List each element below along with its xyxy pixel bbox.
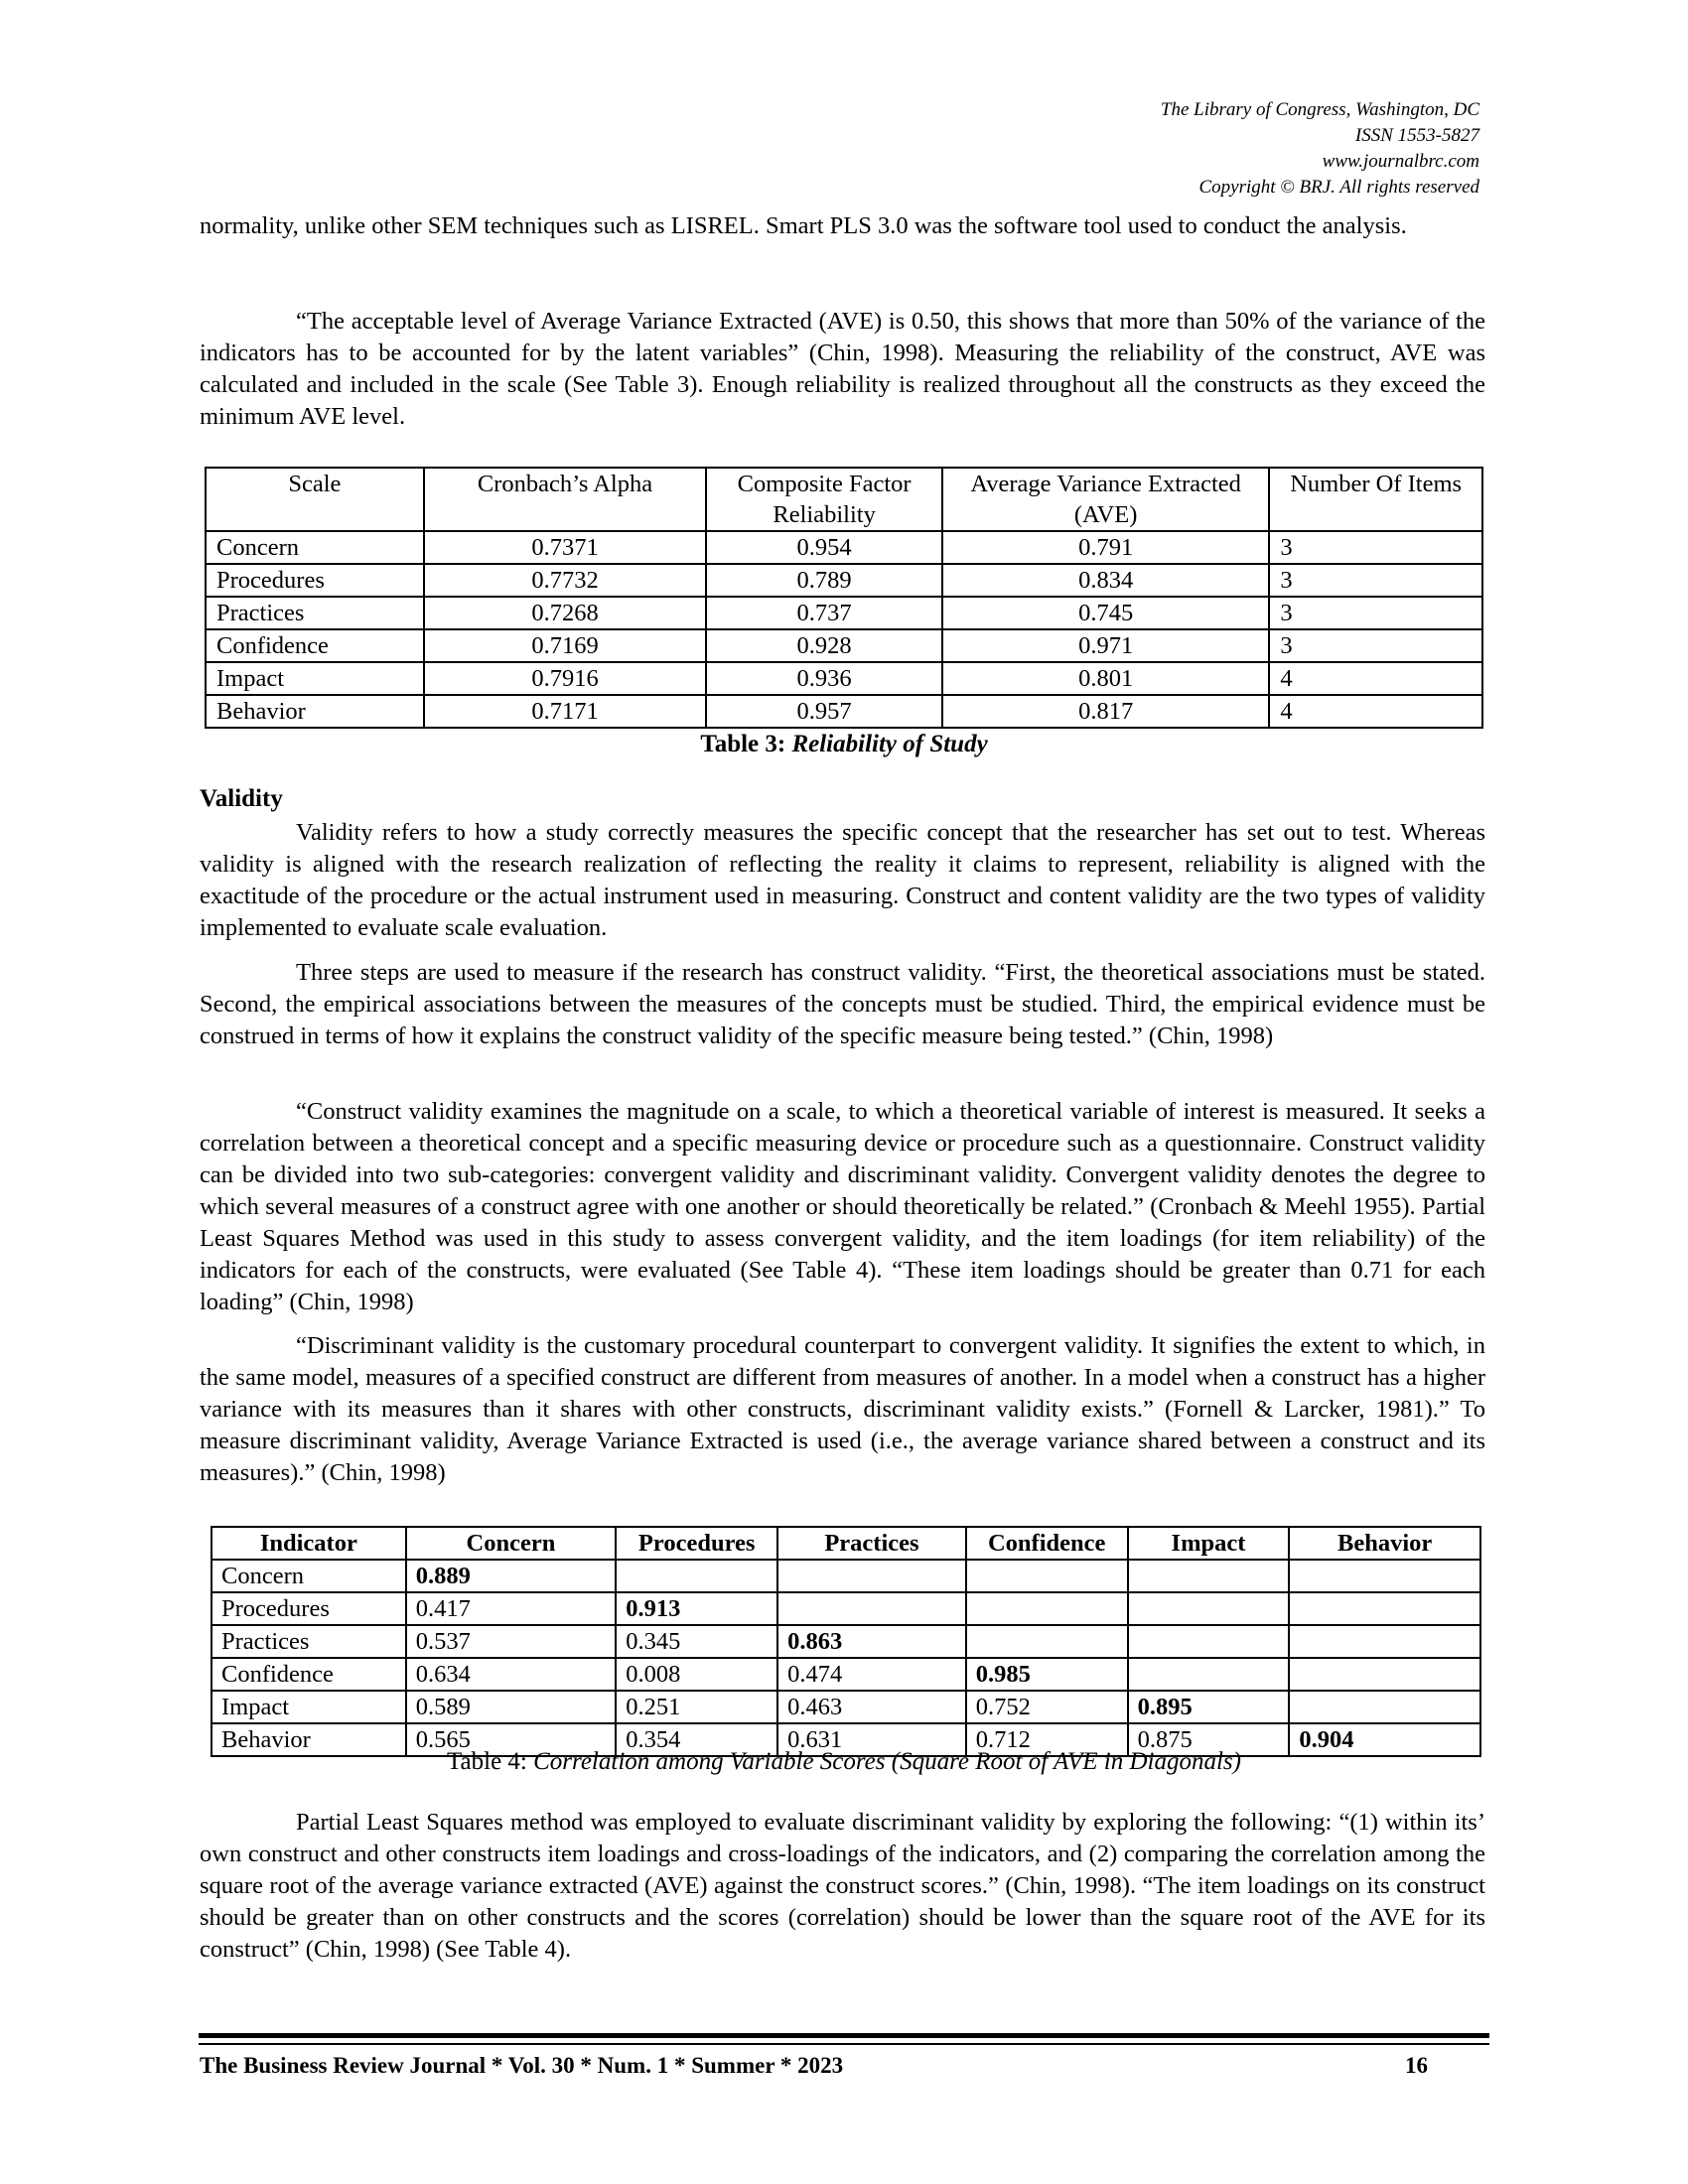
table-cell: 0.634	[406, 1658, 617, 1691]
table-3-header-row	[206, 468, 1482, 531]
table-cell	[1289, 1560, 1480, 1592]
table-cell: 4	[1269, 695, 1482, 728]
table-4-header-cell: Procedures	[616, 1527, 777, 1560]
table-cell	[1289, 1592, 1480, 1625]
table-4-header-cell: Confidence	[966, 1527, 1128, 1560]
table-row	[206, 564, 1482, 597]
table-row	[211, 1625, 1480, 1658]
table-3-header-cell: Cronbach’s Alpha	[424, 468, 707, 531]
table-row	[211, 1560, 1480, 1592]
table-cell: 0.7169	[424, 629, 707, 662]
table-cell-diagonal: 0.863	[777, 1625, 966, 1658]
table-cell: 0.928	[706, 629, 942, 662]
table-cell: 0.789	[706, 564, 942, 597]
table-3-header-cell: Scale	[206, 468, 424, 531]
table-cell	[1128, 1625, 1290, 1658]
table-cell	[777, 1592, 966, 1625]
table-cell: Procedures	[211, 1592, 406, 1625]
table-cell: 3	[1269, 531, 1482, 564]
paragraph-5: “Construct validity examines the magnitude on a scale, to which a theoretical variable of interest is measured. It seeks a correlation between a theoretical concept and a specific measuring device or procedure such as a questionnaire. Construct validity can be divided into two sub-categories: convergent validity and discriminant validity. Convergent validity denotes the degree to which several measures of a construct agree with one another or should theoretically be related.” (Cronbach & Meehl 1955). Partial Least Squares Method was used in this study to assess convergent validity, and the item loadings (for item reliability) of the indicators for each of the constructs, were evaluated (See Table 4). “These item loadings should be greater than 0.71 for each loading” (Chin, 1998)	[200, 1098, 1485, 1315]
table-cell: 0.7268	[424, 597, 707, 629]
paragraph-3: Validity refers to how a study correctly measures the specific concept that the researcher has set out to test. Whereas validity is aligned with the research realization of reflecting the reality it claims to represent, reliability is aligned with the exactitude of the procedure or the actual instrument used in measuring. Construct and content validity are the two types of validity implemented to evaluate scale evaluation.	[200, 819, 1485, 941]
table-cell	[1128, 1560, 1290, 1592]
table-cell-diagonal: 0.913	[616, 1592, 777, 1625]
table-row	[206, 531, 1482, 564]
table-row	[211, 1592, 1480, 1625]
page-number: 16	[1405, 2053, 1428, 2078]
table-cell	[777, 1560, 966, 1592]
table-cell: 0.936	[706, 662, 942, 695]
table-cell: 0.834	[942, 564, 1269, 597]
table-cell	[1128, 1658, 1290, 1691]
table-cell: Behavior	[211, 1723, 406, 1756]
table-cell: 0.7732	[424, 564, 707, 597]
table-row	[211, 1658, 1480, 1691]
table-cell: 0.817	[942, 695, 1269, 728]
table-3-header-cell: Number Of Items	[1269, 468, 1482, 531]
table-cell: 0.474	[777, 1658, 966, 1691]
table-row	[211, 1691, 1480, 1723]
table-4-header-cell: Impact	[1128, 1527, 1290, 1560]
table-cell: Confidence	[206, 629, 424, 662]
paragraph-4: Three steps are used to measure if the research has construct validity. “First, the theoretical associations must be stated. Second, the empirical associations between the measures of the concepts must be studied. Third, the empirical evidence must be construed in terms of how it explains the construct validity of the specific measure being tested.” (Chin, 1998)	[200, 959, 1485, 1049]
table-cell	[966, 1592, 1128, 1625]
table-3-caption-title: Reliability of Study	[791, 731, 988, 757]
table-cell: 3	[1269, 597, 1482, 629]
table-4-header-cell: Concern	[406, 1527, 617, 1560]
table-cell	[1128, 1592, 1290, 1625]
table-cell: 0.712	[966, 1723, 1128, 1756]
table-cell: Impact	[206, 662, 424, 695]
table-cell: 0.565	[406, 1723, 617, 1756]
table-cell: Confidence	[211, 1658, 406, 1691]
table-cell-diagonal: 0.895	[1128, 1691, 1290, 1723]
table-cell: 0.801	[942, 662, 1269, 695]
header-line-3: www.journalbrc.com	[1322, 151, 1479, 172]
table-4-caption-title: Correlation among Variable Scores (Square Root of AVE in Diagonals)	[533, 1748, 1241, 1775]
table-cell: 0.463	[777, 1691, 966, 1723]
table-row	[206, 695, 1482, 728]
header-line-4: Copyright © BRJ. All rights reserved	[1198, 177, 1479, 198]
table-cell: Procedures	[206, 564, 424, 597]
table-cell: 0.737	[706, 597, 942, 629]
table-cell: 0.752	[966, 1691, 1128, 1723]
paragraph-2: “The acceptable level of Average Variance Extracted (AVE) is 0.50, this shows that more than 50% of the variance of the indicators has to be accounted for by the latent variables” (Chin, 1998). Measuring the reliability of the construct, AVE was calculated and included in the scale (See Table 3). Enough reliability is realized throughout all the constructs as they exceed the minimum AVE level.	[200, 308, 1485, 430]
journal-footer: The Business Review Journal * Vol. 30 * Num. 1 * Summer * 2023	[200, 2053, 844, 2078]
table-cell: Impact	[211, 1691, 406, 1723]
table-cell	[1289, 1691, 1480, 1723]
table-cell	[1289, 1658, 1480, 1691]
paragraph-1: normality, unlike other SEM techniques such as LISREL. Smart PLS 3.0 was the software tool used to conduct the analysis.	[200, 212, 1407, 239]
paragraph-6: “Discriminant validity is the customary procedural counterpart to convergent validity. It signifies the extent to which, in the same model, measures of a specified construct are different from measures of another. In a model when a construct has a higher variance with its measures than it shares with other constructs, discriminant validity exists.” (Fornell & Larcker, 1981).” To measure discriminant validity, Average Variance Extracted is used (i.e., the average variance shared between a construct and its measures).” (Chin, 1998)	[200, 1332, 1485, 1486]
table-cell: 0.537	[406, 1625, 617, 1658]
table-cell: 0.957	[706, 695, 942, 728]
table-cell: 4	[1269, 662, 1482, 695]
table-cell: Concern	[211, 1560, 406, 1592]
table-cell: 0.745	[942, 597, 1269, 629]
table-3-header-cell: Average Variance Extracted (AVE)	[942, 468, 1269, 531]
table-cell	[1289, 1625, 1480, 1658]
table-row	[206, 662, 1482, 695]
table-cell: 0.354	[616, 1723, 777, 1756]
journal-header	[1161, 97, 1479, 201]
table-cell-diagonal: 0.904	[1289, 1723, 1480, 1756]
validity-heading: Validity	[200, 785, 283, 812]
table-cell-diagonal: 0.985	[966, 1658, 1128, 1691]
table-cell	[966, 1560, 1128, 1592]
table-cell: 0.971	[942, 629, 1269, 662]
table-cell: 0.7171	[424, 695, 707, 728]
table-cell: 0.008	[616, 1658, 777, 1691]
table-4-header-cell: Behavior	[1289, 1527, 1480, 1560]
table-cell: Practices	[211, 1625, 406, 1658]
table-cell: 0.251	[616, 1691, 777, 1723]
footer-rule-thick	[199, 2033, 1489, 2038]
table-4-caption-label: Table 4:	[447, 1748, 527, 1775]
table-row	[206, 629, 1482, 662]
table-cell	[616, 1560, 777, 1592]
table-4-header-cell: Indicator	[211, 1527, 406, 1560]
table-cell: Concern	[206, 531, 424, 564]
table-cell: 0.954	[706, 531, 942, 564]
table-cell: 0.875	[1128, 1723, 1290, 1756]
table-cell: 0.631	[777, 1723, 966, 1756]
table-4-header-row	[211, 1527, 1480, 1560]
table-3-header-cell: Composite Factor Reliability	[706, 468, 942, 531]
table-cell: 0.7916	[424, 662, 707, 695]
header-line-2: ISSN 1553-5827	[1354, 125, 1479, 146]
header-line-1: The Library of Congress, Washington, DC	[1160, 99, 1479, 120]
table-cell: Behavior	[206, 695, 424, 728]
table-3-caption	[0, 731, 1688, 758]
table-cell: 3	[1269, 564, 1482, 597]
table-cell: 0.7371	[424, 531, 707, 564]
table-cell	[966, 1625, 1128, 1658]
table-cell: 0.589	[406, 1691, 617, 1723]
table-3-caption-label: Table 3:	[700, 731, 786, 757]
footer-rule-thin	[199, 2043, 1489, 2045]
table-cell: 0.417	[406, 1592, 617, 1625]
table-cell: 3	[1269, 629, 1482, 662]
table-row	[206, 597, 1482, 629]
table-4-correlation	[211, 1526, 1481, 1757]
table-cell: Practices	[206, 597, 424, 629]
table-cell: 0.791	[942, 531, 1269, 564]
table-3-reliability	[205, 467, 1483, 729]
table-4-header-cell: Practices	[777, 1527, 966, 1560]
table-4-caption	[0, 1748, 1688, 1776]
table-cell-diagonal: 0.889	[406, 1560, 617, 1592]
paragraph-7: Partial Least Squares method was employed to evaluate discriminant validity by exploring the following: “(1) within its’ own construct and other constructs item loadings and cross-loadings of the indicators, and (2) comparing the correlation among the square root of the average variance extracted (AVE) against the construct scores.” (Chin, 1998). “The item loadings on its construct should be greater than on other constructs and the scores (correlation) should be lower than the square root of the AVE for its construct” (Chin, 1998) (See Table 4).	[200, 1809, 1485, 1963]
table-cell: 0.345	[616, 1625, 777, 1658]
